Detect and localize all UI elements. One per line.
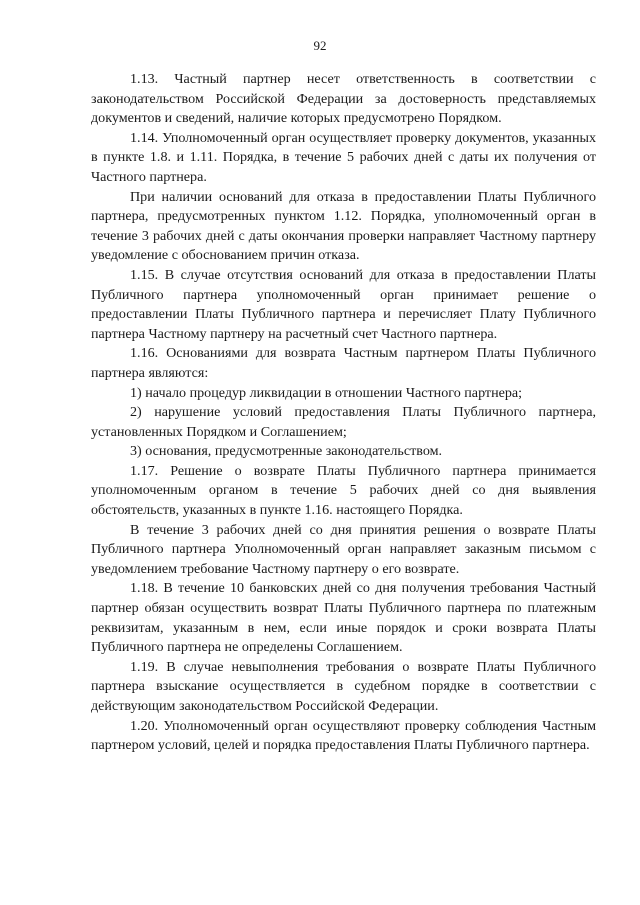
paragraph-1-19: 1.19. В случае невыполнения требования о возврате Платы Публичного партнера взыскание осуществляется в судебном порядке в соответствии с действующим законодательством Российской Федерации. xyxy=(91,658,596,714)
paragraph-1-13: 1.13. Частный партнер несет ответственность в соответствии с законодательством Российской Федерации за достоверность представляемых документов и сведений, наличие которых предусмотрено Порядком. xyxy=(91,71,596,127)
document-body xyxy=(91,70,596,756)
paragraph-1-15: 1.15. В случае отсутствия оснований для отказа в предоставлении Платы Публичного партнера уполномоченный орган принимает решение о предоставлении Платы Публичного партнера и перечисляет Плату Публичного партнера Частному партнеру на расчетный счет Частного партнера. xyxy=(91,266,596,342)
paragraph-return-demand: В течение 3 рабочих дней со дня принятия решения о возврате Платы Публичного партнера Уполномоченный орган направляет заказным письмом с уведомлением требование Частному партнеру о его возврате. xyxy=(91,521,596,577)
page-number: 92 xyxy=(313,38,327,53)
paragraph-1-17: 1.17. Решение о возврате Платы Публичного партнера принимается уполномоченным органом в течение 5 рабочих дней со дня выявления обстоятельств, указанных в пункте 1.16. настоящего Порядка. xyxy=(91,462,596,519)
paragraph-refusal-notice: При наличии оснований для отказа в предоставлении Платы Публичного партнера, предусмотренных пунктом 1.12. Порядка, уполномоченный орган в течение 3 рабочих дней с даты окончания проверки направляет Частному партнеру уведомление с обоснованием причин отказа. xyxy=(91,188,596,264)
paragraph-1-16: 1.16. Основаниями для возврата Частным партнером Платы Публичного партнера являются: xyxy=(91,345,596,381)
list-item-2: 2) нарушение условий предоставления Платы Публичного партнера, установленных Порядком и Соглашением; xyxy=(91,404,596,440)
list-item-3: 3) основания, предусмотренные законодательством. xyxy=(130,443,443,460)
list-item-1: 1) начало процедур ликвидации в отношении Частного партнера; xyxy=(130,384,523,401)
paragraph-1-18: 1.18. В течение 10 банковских дней со дня получения требования Частный партнер обязан осуществить возврат Платы Публичного партнера по платежным реквизитам, указанным в нем, если иные порядок и сроки возврата Платы Публичного партнера не определены Соглашением. xyxy=(91,580,596,656)
paragraph-1-20: 1.20. Уполномоченный орган осуществляют проверку соблюдения Частным партнером условий, целей и порядка предоставления Платы Публичного партнера. xyxy=(91,717,596,754)
paragraph-1-14: 1.14. Уполномоченный орган осуществляет проверку документов, указанных в пункте 1.8. и 1.11. Порядка, в течение 5 рабочих дней с даты их получения от Частного партнера. xyxy=(91,129,596,185)
